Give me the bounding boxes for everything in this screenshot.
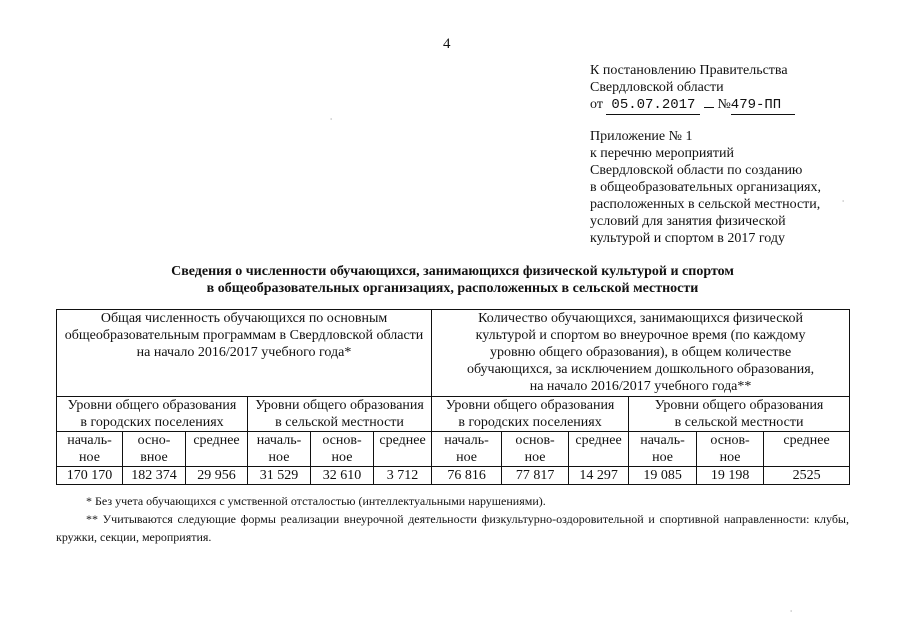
col-primary: началь- ное: [629, 432, 697, 467]
col-basic: основ- ное: [502, 432, 569, 467]
table-cell: 182 374: [123, 467, 186, 485]
table-cell: 170 170: [57, 467, 123, 485]
header-rural-levels: Уровни общего образования в сельской местности: [629, 397, 850, 432]
col-primary: началь- ное: [57, 432, 123, 467]
footnote-2: ** Учитываются следующие формы реализации внеурочной деятельности физкультурно-оздоровительной и спортивной направленности: клубы, кружки, секции, мероприятия.: [56, 512, 849, 544]
appendix-line: Свердловской области по созданию: [590, 163, 803, 178]
decree-reference: [590, 62, 795, 115]
header-urban-levels: Уровни общего образования в городских поселениях: [57, 397, 248, 432]
col-secondary: среднее: [374, 432, 432, 467]
table-cell: 3 712: [374, 467, 432, 485]
col-secondary: среднее: [186, 432, 248, 467]
header-total-students: Общая численность обучающихся по основным общеобразовательным программам в Свердловской области на начало 2016/2017 учебного года*: [57, 310, 432, 397]
col-primary: началь- ное: [432, 432, 502, 467]
table-cell: 77 817: [502, 467, 569, 485]
table-cell: 19 085: [629, 467, 697, 485]
from-label: от: [590, 97, 603, 112]
col-basic: основ- ное: [311, 432, 374, 467]
appendix-line: в общеобразовательных организациях,: [590, 180, 821, 195]
table-cell: 76 816: [432, 467, 502, 485]
title-line-1: Сведения о численности обучающихся, занимающихся физической культурой и спортом: [171, 264, 734, 279]
scan-mark: ∙: [790, 606, 793, 616]
header-sport-students: Количество обучающихся, занимающихся физической культурой и спортом во внеурочное время (по каждому уровню общего образования), в общем количестве обучающихся, за исключением дошкольного образования, на начало 2016/2017 учебного года**: [432, 310, 850, 397]
table-cell: 14 297: [569, 467, 629, 485]
number-label: №: [717, 97, 731, 112]
col-secondary: среднее: [569, 432, 629, 467]
appendix-line: условий для занятия физической: [590, 214, 786, 229]
col-primary: началь- ное: [248, 432, 311, 467]
decree-date-number: [590, 96, 795, 115]
decree-date: 05.07.2017: [611, 97, 696, 113]
document-title: [0, 263, 905, 297]
footnote-1: * Без учета обучающихся с умственной отсталостью (интеллектуальными нарушениями).: [86, 494, 546, 508]
appendix-reference: [590, 128, 821, 247]
page-number: 4: [443, 36, 451, 52]
appendix-line: культурой и спортом в 2017 году: [590, 231, 786, 246]
col-basic: основ- ное: [697, 432, 764, 467]
footnotes: [56, 492, 849, 546]
col-secondary: среднее: [764, 432, 850, 467]
decree-line-2: Свердловской области: [590, 80, 724, 95]
table-cell: 19 198: [697, 467, 764, 485]
table-cell: 32 610: [311, 467, 374, 485]
scan-mark: ∙: [330, 114, 333, 124]
title-line-2: в общеобразовательных организациях, расположенных в сельской местности: [206, 281, 699, 296]
table-cell: 31 529: [248, 467, 311, 485]
appendix-line: расположенных в сельской местности,: [590, 197, 821, 212]
table-row: [57, 467, 850, 485]
col-basic: осно- вное: [123, 432, 186, 467]
appendix-line: Приложение № 1: [590, 129, 693, 144]
scan-mark: ∙: [842, 196, 845, 206]
table-cell: 2525: [764, 467, 850, 485]
header-urban-levels: Уровни общего образования в городских поселениях: [432, 397, 629, 432]
header-rural-levels: Уровни общего образования в сельской местности: [248, 397, 432, 432]
appendix-line: к перечню мероприятий: [590, 146, 734, 161]
table-cell: 29 956: [186, 467, 248, 485]
decree-line-1: К постановлению Правительства: [590, 63, 788, 78]
decree-number: 479-ПП: [730, 97, 782, 113]
statistics-table: [56, 309, 850, 485]
